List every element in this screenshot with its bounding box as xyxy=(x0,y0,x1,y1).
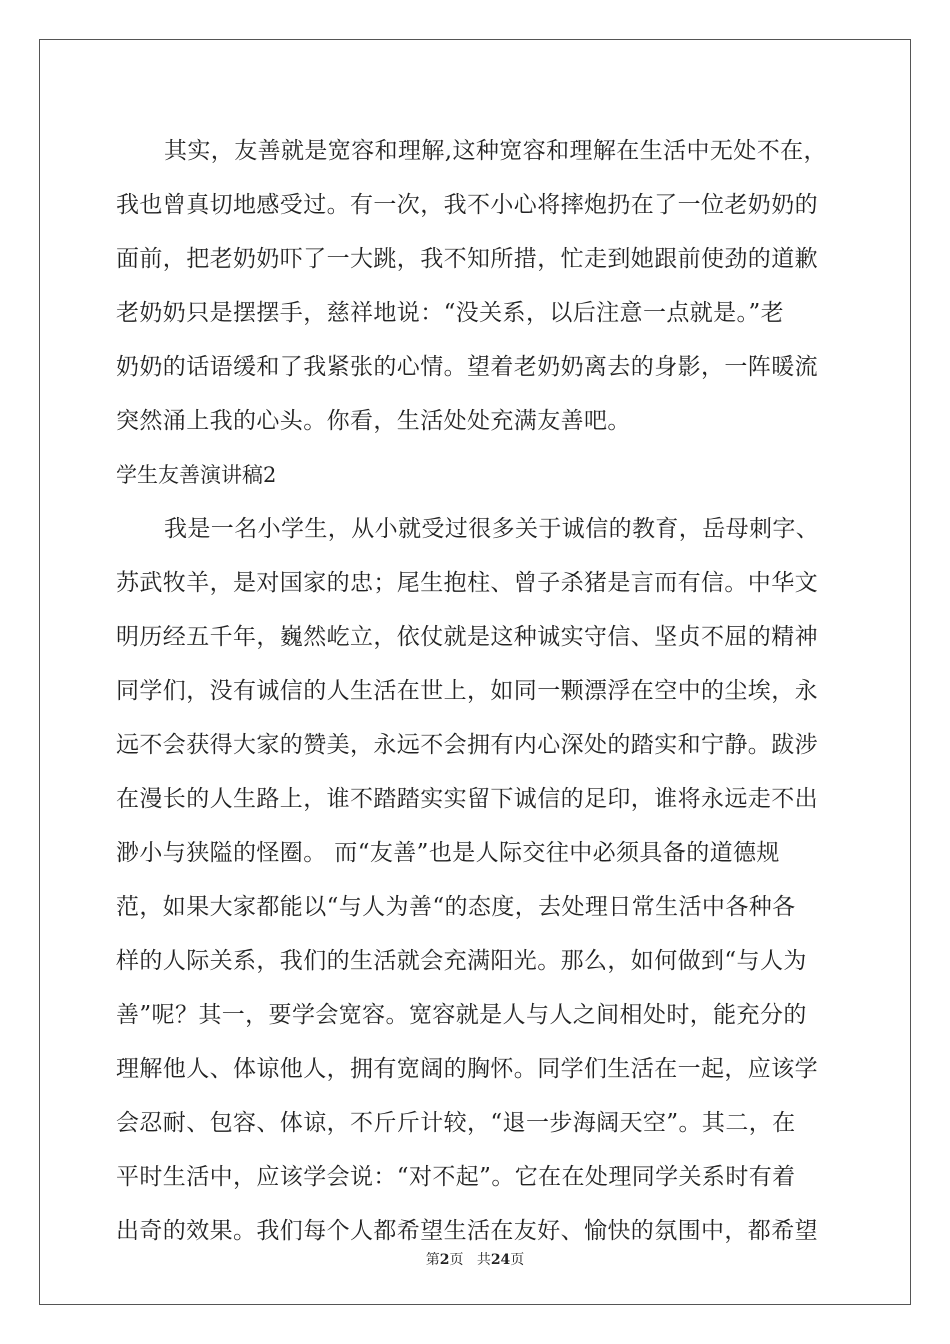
section-heading: 学生友善演讲稿2 xyxy=(116,463,277,487)
paragraph-2-line: 善”呢？其一，要学会宽容。宽容就是人与人之间相处时，能充分的 xyxy=(116,1002,807,1028)
paragraph-1-line: 面前，把老奶奶吓了一大跳，我不知所措，忙走到她跟前使劲的道歉 xyxy=(116,246,818,272)
paragraph-2-line: 同学们，没有诚信的人生活在世上，如同一颗漂浮在空中的尘埃，永 xyxy=(116,678,818,704)
paragraph-2-line: 明历经五千年，巍然屹立，依仗就是这种诚实守信、坚贞不屈的精神 xyxy=(116,624,818,650)
paragraph-1-line: 我也曾真切地感受过。有一次，我不小心将摔炮扔在了一位老奶奶的 xyxy=(116,192,818,218)
paragraph-1-line: 其实，友善就是宽容和理解,这种宽容和理解在生活中无处不在， xyxy=(164,138,827,164)
paragraph-2-line: 我是一名小学生，从小就受过很多关于诚信的教育，岳母刺字、 xyxy=(164,516,820,542)
paragraph-1-line: 老奶奶只是摆摆手，慈祥地说：“没关系，以后注意一点就是。”老 xyxy=(116,300,785,326)
paragraph-2-line: 平时生活中，应该学会说：“对不起”。它在在处理同学关系时有着 xyxy=(116,1164,796,1190)
page-footer xyxy=(0,1249,950,1269)
paragraph-2-line: 会忍耐、包容、体谅，不斤斤计较，“退一步海阔天空”。其二，在 xyxy=(116,1110,796,1136)
paragraph-2-line: 渺小与狭隘的怪圈。 而“友善”也是人际交往中必须具备的道德规 xyxy=(116,840,780,866)
document-body xyxy=(116,124,836,1258)
paragraph-2-line: 出奇的效果。我们每个人都希望生活在友好、愉快的氛围中，都希望 xyxy=(116,1218,818,1244)
total-page-count: 24 xyxy=(490,1252,511,1268)
footer-page-suffix: 页 xyxy=(449,1252,464,1268)
paragraph-2-line: 远不会获得大家的赞美，永远不会拥有内心深处的踏实和宁静。跋涉 xyxy=(116,732,818,758)
paragraph-1-line: 突然涌上我的心头。你看，生活处处充满友善吧。 xyxy=(116,408,631,434)
paragraph-2-line: 在漫长的人生路上，谁不踏踏实实留下诚信的足印，谁将永远走不出 xyxy=(116,786,818,812)
paragraph-1-line: 奶奶的话语缓和了我紧张的心情。望着老奶奶离去的身影，一阵暖流 xyxy=(116,354,818,380)
paragraph-2-line: 苏武牧羊，是对国家的忠；尾生抱柱、曾子杀猪是言而有信。中华文 xyxy=(116,570,818,596)
footer-prefix: 第 xyxy=(425,1252,440,1268)
current-page-number: 2 xyxy=(439,1252,450,1268)
paragraph-2-line: 范，如果大家都能以“与人为善“的态度，去处理日常生活中各种各 xyxy=(116,894,796,920)
paragraph-2-line: 理解他人、体谅他人，拥有宽阔的胸怀。同学们生活在一起，应该学 xyxy=(116,1056,818,1082)
footer-total-suffix: 页 xyxy=(510,1252,525,1268)
footer-total-prefix: 共 xyxy=(476,1252,491,1268)
paragraph-2-line: 样的人际关系，我们的生活就会充满阳光。那么，如何做到“与人为 xyxy=(116,948,807,974)
